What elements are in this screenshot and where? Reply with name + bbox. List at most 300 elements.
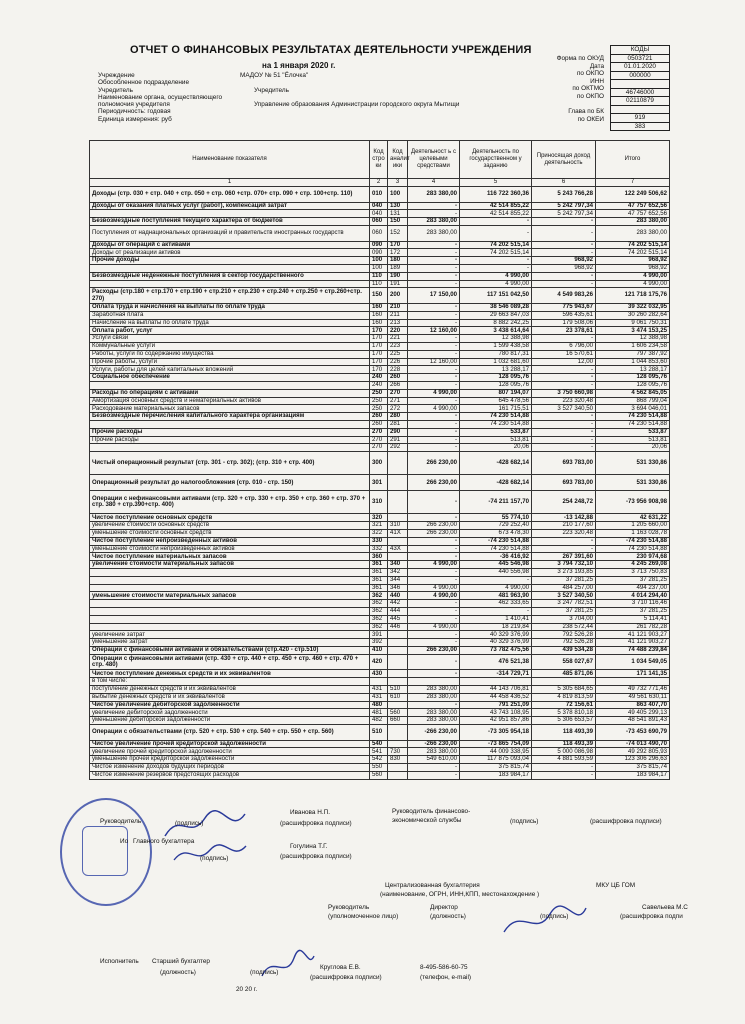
row-targeted: - xyxy=(408,303,460,311)
header-value: МАДОУ № 51 "Ёлочка" xyxy=(240,72,309,79)
row-state-task: 807 194,07 xyxy=(460,389,532,397)
row-analytic-code: 221 xyxy=(388,335,408,343)
row-targeted: 4 990,00 xyxy=(408,405,460,413)
row-name xyxy=(90,615,370,623)
row-total: 12 388,98 xyxy=(596,335,670,343)
head-decode-hint: (расшифровка подписи) xyxy=(280,820,352,827)
row-line-code: 090 xyxy=(370,241,388,249)
table-row xyxy=(90,623,670,631)
row-state-task: 42 514 855,22 xyxy=(460,210,532,218)
table-row xyxy=(90,452,670,475)
row-line-code: 480 xyxy=(370,701,388,709)
row-state-task: 74 202 515,14 xyxy=(460,241,532,249)
row-total: 968,92 xyxy=(596,257,670,265)
row-analytic-code xyxy=(388,771,408,779)
header-row xyxy=(98,116,518,123)
row-income: 558 027,67 xyxy=(532,654,596,670)
code-label: по ОКЕИ xyxy=(577,115,604,123)
row-name: Доходы от оказания платных услуг (работ), компенсаций затрат xyxy=(90,202,370,210)
row-analytic-code xyxy=(388,647,408,655)
row-analytic-code xyxy=(388,452,408,475)
row-line-code: 100 xyxy=(370,264,388,272)
row-targeted: 4 990,00 xyxy=(408,592,460,600)
row-analytic-code: 610 xyxy=(388,693,408,701)
row-name: Операции с финансовыми активами (стр. 430 + стр. 440 + стр. 450 + стр. 460 + стр. 470 + стр. 480) xyxy=(90,654,370,670)
row-targeted: - xyxy=(408,654,460,670)
row-line-code: 321 xyxy=(370,522,388,530)
row-name: уменьшение стоимости основных средств xyxy=(90,530,370,538)
row-name: Безвозмездные перечисления капитального характера организациям xyxy=(90,413,370,421)
row-targeted: 4 990,00 xyxy=(408,389,460,397)
row-total: 494 237,00 xyxy=(596,584,670,592)
row-state-task: 40 329 376,99 xyxy=(460,639,532,647)
row-targeted: - xyxy=(408,311,460,319)
row-targeted: 283 380,00 xyxy=(408,693,460,701)
table-row xyxy=(90,218,670,226)
row-name: Чистое увеличение дебиторской задолженности xyxy=(90,701,370,709)
row-income: 118 493,39 xyxy=(532,740,596,748)
row-targeted: - xyxy=(408,366,460,374)
table-row xyxy=(90,280,670,288)
col-number: 6 xyxy=(532,179,596,187)
row-name: Доходы от операций с активами xyxy=(90,241,370,249)
row-name: Работы, услуги по содержанию имущества xyxy=(90,350,370,358)
row-state-task: 44 009 338,95 xyxy=(460,748,532,756)
table-row xyxy=(90,647,670,655)
row-name: Коммунальные услуги xyxy=(90,342,370,350)
row-analytic-code: 172 xyxy=(388,249,408,257)
row-targeted: - xyxy=(408,771,460,779)
row-total: 128 095,76 xyxy=(596,381,670,389)
row-income: 4 881 593,59 xyxy=(532,756,596,764)
row-name: Безвозмездные неденежные поступления в сектор государственного xyxy=(90,272,370,280)
code-label: по ОКТМО xyxy=(572,85,604,93)
row-analytic-code: 189 xyxy=(388,264,408,272)
head-name: Иванова Н.П. xyxy=(290,809,330,816)
header-value: Управление образования Администрации городского округа Мытищи xyxy=(254,101,460,109)
row-line-code: 090 xyxy=(370,249,388,257)
chief-acc-sign-hint: (подпись) xyxy=(200,855,229,862)
row-line-code: 481 xyxy=(370,709,388,717)
row-name: уменьшение дебиторской задолженности xyxy=(90,717,370,725)
row-income: - xyxy=(532,366,596,374)
table-row xyxy=(90,670,670,678)
code-label: Глава по БК xyxy=(568,108,604,116)
header-label: Единица измерения: руб xyxy=(98,115,172,123)
row-state-task: 4 990,00 xyxy=(460,584,532,592)
row-state-task: 116 722 360,36 xyxy=(460,187,532,203)
row-name xyxy=(90,623,370,631)
row-total: 261 782,28 xyxy=(596,623,670,631)
executor-phone: 8-495-586-60-75 xyxy=(420,964,468,971)
row-name: Прочие расходы xyxy=(90,428,370,436)
central-hint-sign: (подпись) xyxy=(540,913,569,920)
row-analytic-code xyxy=(388,701,408,709)
row-state-task: 645 478,56 xyxy=(460,397,532,405)
row-income: - xyxy=(532,241,596,249)
row-state-task: 12 388,98 xyxy=(460,335,532,343)
row-targeted: 549 610,00 xyxy=(408,756,460,764)
row-income: - xyxy=(532,272,596,280)
row-name: увеличение стоимости материальных запасов xyxy=(90,561,370,569)
row-total: 4 245 269,08 xyxy=(596,561,670,569)
row-income: - xyxy=(532,763,596,771)
row-income: 792 526,28 xyxy=(532,631,596,639)
central-head-name: Савельева М.С xyxy=(642,904,688,911)
row-analytic-code: 191 xyxy=(388,280,408,288)
row-line-code: 361 xyxy=(370,576,388,584)
row-line-code: 362 xyxy=(370,623,388,631)
fin-sign-hint: (подпись) xyxy=(510,818,539,825)
row-income: 5 242 797,34 xyxy=(532,210,596,218)
row-name: Амортизация основных средств и нематериальных активов xyxy=(90,397,370,405)
row-income: 485 871,06 xyxy=(532,670,596,678)
row-line-code: 360 xyxy=(370,553,388,561)
header-fields xyxy=(98,72,518,123)
row-name: Чистое увеличение прочей кредиторской задолженности xyxy=(90,740,370,748)
table-row xyxy=(90,319,670,327)
row-state-task: 445 546,98 xyxy=(460,561,532,569)
row-name: Оплата труда и начисления на выплаты по оплате труда xyxy=(90,303,370,311)
row-state-task: 74 230 514,88 xyxy=(460,413,532,421)
row-analytic-code: 260 xyxy=(388,374,408,382)
row-state-task: 38 546 089,28 xyxy=(460,303,532,311)
row-income: -13 142,88 xyxy=(532,514,596,522)
row-targeted: 266 230,00 xyxy=(408,452,460,475)
row-analytic-code: 270 xyxy=(388,389,408,397)
row-name: Безвозмездные поступления текущего характера от бюджетов xyxy=(90,218,370,226)
executor-label: Исполнитель xyxy=(100,958,139,965)
row-name: уменьшение стоимости материальных запасов xyxy=(90,592,370,600)
row-state-task: 74 230 514,88 xyxy=(460,420,532,428)
financial-results-table xyxy=(89,140,670,780)
row-targeted: 12 160,00 xyxy=(408,358,460,366)
row-analytic-code: 100 xyxy=(388,187,408,203)
row-state-task: 375 815,74 xyxy=(460,763,532,771)
row-line-code: 010 xyxy=(370,187,388,203)
row-state-task: 128 095,76 xyxy=(460,381,532,389)
row-total: 49 292 805,93 xyxy=(596,748,670,756)
table-row xyxy=(90,475,670,491)
row-total: 13 288,17 xyxy=(596,366,670,374)
row-targeted: - xyxy=(408,631,460,639)
header-label: Учреждение xyxy=(98,72,135,79)
row-targeted: - xyxy=(408,491,460,514)
row-income: 37 281,25 xyxy=(532,608,596,616)
row-targeted: - xyxy=(408,335,460,343)
row-targeted: - xyxy=(408,553,460,561)
col-number: 3 xyxy=(388,179,408,187)
row-line-code: 541 xyxy=(370,748,388,756)
row-analytic-code: 280 xyxy=(388,413,408,421)
row-income: 792 526,28 xyxy=(532,639,596,647)
row-state-task: 791 251,09 xyxy=(460,701,532,709)
code-value: 383 xyxy=(634,122,646,130)
row-line-code: 330 xyxy=(370,537,388,545)
row-analytic-code: 344 xyxy=(388,576,408,584)
table-row xyxy=(90,444,670,452)
row-analytic-code: 41Х xyxy=(388,530,408,538)
row-line-code: 410 xyxy=(370,647,388,655)
table-row xyxy=(90,740,670,748)
row-income: 3 794 732,10 xyxy=(532,561,596,569)
row-line-code: 322 xyxy=(370,530,388,538)
row-targeted: 266 230,00 xyxy=(408,530,460,538)
row-state-task: -428 682,14 xyxy=(460,475,532,491)
row-name xyxy=(90,569,370,577)
table-row xyxy=(90,491,670,514)
row-income: 5 305 684,65 xyxy=(532,686,596,694)
row-state-task: 4 990,00 xyxy=(460,280,532,288)
row-line-code: 260 xyxy=(370,413,388,421)
row-targeted: - xyxy=(408,350,460,358)
row-analytic-code xyxy=(388,475,408,491)
central-hint-decode: (расшифровка подпи xyxy=(620,913,683,920)
executor-role: Старший бухгалтер xyxy=(152,958,210,965)
row-line-code: 240 xyxy=(370,381,388,389)
code-label: ИНН xyxy=(590,77,604,85)
code-label xyxy=(520,101,604,109)
row-line-code: 260 xyxy=(370,420,388,428)
row-targeted: -266 230,00 xyxy=(408,724,460,740)
executor-name: Круглова Е.В. xyxy=(320,964,361,971)
table-row xyxy=(90,615,670,623)
central-head: Руководитель xyxy=(328,904,370,911)
table-row xyxy=(90,397,670,405)
row-income: - xyxy=(532,249,596,257)
row-state-task: 43 743 108,95 xyxy=(460,709,532,717)
row-income: 223 320,48 xyxy=(532,530,596,538)
row-total: 283 380,00 xyxy=(596,225,670,241)
row-analytic-code: 446 xyxy=(388,623,408,631)
row-line-code: 110 xyxy=(370,280,388,288)
row-analytic-code: 830 xyxy=(388,756,408,764)
row-line-code: 420 xyxy=(370,654,388,670)
row-line-code: 040 xyxy=(370,210,388,218)
chief-acc-name: Гогулина Т.Г. xyxy=(290,843,328,850)
row-line-code: 170 xyxy=(370,342,388,350)
row-targeted: - xyxy=(408,576,460,584)
row-line-code: 361 xyxy=(370,561,388,569)
row-income: - xyxy=(532,537,596,545)
row-state-task: 74 230 514,88 xyxy=(460,545,532,553)
row-state-task: -73 865 754,09 xyxy=(460,740,532,748)
row-total: 49 405 299,13 xyxy=(596,709,670,717)
col-income-header: Приносящая доход деятельность xyxy=(532,141,596,179)
table-row xyxy=(90,241,670,249)
row-analytic-code: 211 xyxy=(388,311,408,319)
row-income: 439 534,28 xyxy=(532,647,596,655)
row-income: 6 796,00 xyxy=(532,342,596,350)
col-number: 2 xyxy=(370,179,388,187)
row-income: 254 248,72 xyxy=(532,491,596,514)
row-targeted: - xyxy=(408,249,460,257)
col-number: 1 xyxy=(90,179,370,187)
col-state-header: Деятельность по государственном у заданию xyxy=(460,141,532,179)
row-name: Операции с нефинансовыми активами (стр. 320 + стр. 330 + стр. 350 + стр. 360 + стр. 370 + стр. 380 + стр.390+стр. 400) xyxy=(90,491,370,514)
row-total: 74 230 514,88 xyxy=(596,545,670,553)
row-line-code: 060 xyxy=(370,218,388,226)
code-value: КОДЫ xyxy=(611,46,669,55)
report-date: на 1 января 2020 г. xyxy=(262,61,336,70)
row-line-code: 560 xyxy=(370,771,388,779)
row-targeted: - xyxy=(408,763,460,771)
row-analytic-code: 190 xyxy=(388,272,408,280)
table-row xyxy=(90,771,670,779)
row-line-code: 240 xyxy=(370,374,388,382)
code-label: Форма по ОКУД xyxy=(556,55,604,62)
table-row xyxy=(90,288,670,304)
row-state-task: 117 875 093,04 xyxy=(460,756,532,764)
row-income: 179 508,06 xyxy=(532,319,596,327)
row-total: 49 561 630,11 xyxy=(596,693,670,701)
row-name: увеличение дебиторской задолженности xyxy=(90,709,370,717)
row-targeted: - xyxy=(408,241,460,249)
col-name-header: Наименование показателя xyxy=(90,141,370,179)
row-state-task: 42 514 855,22 xyxy=(460,202,532,210)
round-stamp xyxy=(60,798,152,906)
row-targeted: 266 230,00 xyxy=(408,647,460,655)
row-name: увеличение затрат xyxy=(90,631,370,639)
table-row xyxy=(90,654,670,670)
row-income: 12,00 xyxy=(532,358,596,366)
row-state-task: 20,06 xyxy=(460,444,532,452)
row-total: 3 474 153,25 xyxy=(596,327,670,335)
row-analytic-code: 342 xyxy=(388,569,408,577)
row-line-code: 362 xyxy=(370,592,388,600)
fin-decode-hint: (расшифровка подписи) xyxy=(590,818,662,825)
row-total: 123 306 296,63 xyxy=(596,756,670,764)
row-analytic-code xyxy=(388,670,408,678)
row-name xyxy=(90,584,370,592)
row-total: 3 710 116,46 xyxy=(596,600,670,608)
row-analytic-code: 440 xyxy=(388,592,408,600)
col-targeted-header: Деятельност ь с целевыми средствами xyxy=(408,141,460,179)
table-row xyxy=(90,389,670,397)
row-line-code: 160 xyxy=(370,311,388,319)
row-total: 74 202 515,14 xyxy=(596,249,670,257)
central-acc: Централизованная бухгалтерия xyxy=(385,882,480,889)
row-income: - xyxy=(532,420,596,428)
row-name: Доходы от реализации активов xyxy=(90,249,370,257)
row-income: 4 549 983,26 xyxy=(532,288,596,304)
table-row xyxy=(90,693,670,701)
row-analytic-code: 266 xyxy=(388,381,408,389)
row-analytic-code: 281 xyxy=(388,420,408,428)
row-targeted: - xyxy=(408,670,460,678)
row-name: Расходование материальных запасов xyxy=(90,405,370,413)
row-income: - xyxy=(532,771,596,779)
row-total: 1 205 660,00 xyxy=(596,522,670,530)
chief-acc-label: Главного бухгалтера xyxy=(133,838,195,845)
fin-head-label: Руководитель финансово- xyxy=(392,808,471,815)
row-name: увеличение стоимости основных средств xyxy=(90,522,370,530)
row-state-task: 44 143 706,81 xyxy=(460,686,532,694)
row-analytic-code xyxy=(388,763,408,771)
row-total: 74 488 239,84 xyxy=(596,647,670,655)
row-line-code: 110 xyxy=(370,272,388,280)
row-state-task: 183 984,17 xyxy=(460,771,532,779)
row-income: 267 391,60 xyxy=(532,553,596,561)
row-line-code: 170 xyxy=(370,327,388,335)
table-row xyxy=(90,187,670,203)
row-name: Чистое поступление денежных средств и их эквивалентов xyxy=(90,670,370,678)
row-line-code: 300 xyxy=(370,452,388,475)
row-targeted: 283 380,00 xyxy=(408,187,460,203)
row-total: 121 718 175,76 xyxy=(596,288,670,304)
row-line-code: 060 xyxy=(370,225,388,241)
row-total: 1 044 853,60 xyxy=(596,358,670,366)
row-income: - xyxy=(532,335,596,343)
row-analytic-code: 180 xyxy=(388,257,408,265)
row-targeted: - xyxy=(408,428,460,436)
row-name: Услуги связи xyxy=(90,335,370,343)
header-value: Учредитель xyxy=(254,86,289,94)
row-state-task: 729 252,40 xyxy=(460,522,532,530)
row-name: Заработная плата xyxy=(90,311,370,319)
row-analytic-code: 340 xyxy=(388,561,408,569)
row-total: 3 713 750,83 xyxy=(596,569,670,577)
row-income: - xyxy=(532,374,596,382)
row-total: 5 114,41 xyxy=(596,615,670,623)
row-analytic-code: 43Х xyxy=(388,545,408,553)
row-line-code: 362 xyxy=(370,615,388,623)
row-line-code: 542 xyxy=(370,756,388,764)
row-line-code: 250 xyxy=(370,397,388,405)
row-name: Доходы (стр. 030 + стр. 040 + стр. 050 + стр. 060 +стр. 070+ стр. 090 + стр. 100+стр. 110) xyxy=(90,187,370,203)
row-analytic-code xyxy=(388,537,408,545)
row-name: Прочие доходы xyxy=(90,257,370,265)
row-analytic-code: 228 xyxy=(388,366,408,374)
col-total-header: Итого xyxy=(596,141,670,179)
row-analytic-code xyxy=(388,740,408,748)
row-state-task: 481 963,90 xyxy=(460,592,532,600)
code-value: 46746000 xyxy=(611,89,669,98)
row-line-code: 270 xyxy=(370,436,388,444)
row-income: 484 257,00 xyxy=(532,584,596,592)
row-state-task: -73 305 954,18 xyxy=(460,724,532,740)
row-analytic-code: 170 xyxy=(388,241,408,249)
row-income: 5 242 797,34 xyxy=(532,202,596,210)
row-line-code: 301 xyxy=(370,475,388,491)
row-line-code: 170 xyxy=(370,358,388,366)
row-state-task: -314 729,71 xyxy=(460,670,532,678)
row-name xyxy=(90,608,370,616)
row-state-task: 440 556,98 xyxy=(460,569,532,577)
row-total: 183 984,17 xyxy=(596,771,670,779)
row-total: 41 121 903,27 xyxy=(596,631,670,639)
row-income: 968,92 xyxy=(532,264,596,272)
row-analytic-code: 272 xyxy=(388,405,408,413)
row-total: 74 230 514,88 xyxy=(596,413,670,421)
codes-labels xyxy=(520,55,604,123)
row-state-task: 29 663 847,03 xyxy=(460,311,532,319)
row-state-task: - xyxy=(460,218,532,226)
row-total: 4 990,00 xyxy=(596,280,670,288)
central-hint-role: (должность) xyxy=(430,913,466,920)
row-income: 16 570,61 xyxy=(532,350,596,358)
code-label: по ОКПО xyxy=(576,70,604,78)
row-analytic-code: 346 xyxy=(388,584,408,592)
row-name: уменьшение прочей кредиторской задолженности xyxy=(90,756,370,764)
row-analytic-code: 150 xyxy=(388,218,408,226)
central-acc-hint: (наименование, ОГРН, ИНН,КПП, местонахождение ) xyxy=(380,891,540,898)
row-income: 596 435,61 xyxy=(532,311,596,319)
row-state-task: 4 990,00 xyxy=(460,272,532,280)
code-value: 02110879 xyxy=(611,97,669,106)
row-income: - xyxy=(532,225,596,241)
row-total: 1 034 549,05 xyxy=(596,654,670,670)
